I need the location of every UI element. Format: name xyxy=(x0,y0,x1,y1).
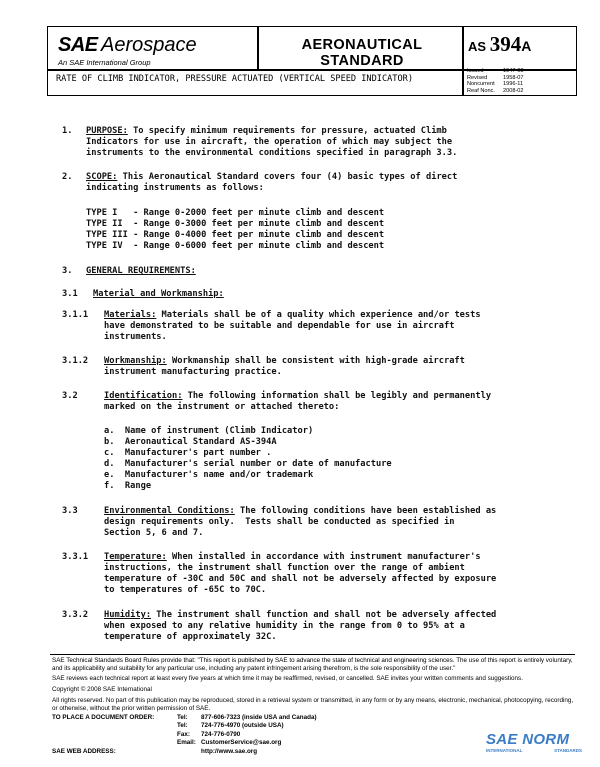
environmental-paragraph: Environmental Conditions: The following conditions have been established as design requirements only. Tests shall be conducted as specified in Section 5, 6 and 7. xyxy=(104,506,497,538)
list-item: TYPE III - Range 0-4000 feet per minute climb and descent xyxy=(86,230,385,240)
list-item: c. Manufacturer's part number . xyxy=(104,448,272,458)
fax: 724-776-0790 xyxy=(201,730,241,738)
list-item: d. Manufacturer's serial number or date of manufacture xyxy=(104,459,392,469)
section-heading: GENERAL REQUIREMENTS: xyxy=(86,266,196,276)
list-item: TYPE IV - Range 0-6000 feet per minute climb and descent xyxy=(86,241,385,251)
purpose-paragraph: PURPOSE: To specify minimum requirements for pressure, actuated Climb Indicators for use in aircraft, the operation of which may subject the instruments to the environmental conditions specified in paragraph 3.3. xyxy=(86,126,458,158)
logo-subtitle: An SAE International Group xyxy=(58,58,151,67)
footer-rules-text: SAE Technical Standards Board Rules provide that: "This report is published by SAE to advance the state of technical and engineering sciences. The use of this report is entirely voluntary, and its applicability and suitability for any particular use, including any patent infringement arising therefrom, is the sole responsibility of the user." xyxy=(52,657,573,672)
section-heading: Material and Workmanship: xyxy=(93,289,224,299)
temperature-paragraph: Temperature: When installed in accordance with instrument manufacturer's instructions, the instrument shall function over the range of ambient temperature of -30C and 50C and shall not be adversely affected by exposure to temperatures of -65C to 70C. xyxy=(104,552,497,595)
section-number: 3.3.2 xyxy=(62,610,89,620)
section-number: 1. xyxy=(62,126,73,136)
standard-title: AERONAUTICAL STANDARD xyxy=(301,37,423,69)
list-item: a. Name of instrument (Climb Indicator) xyxy=(104,426,314,436)
contact-values xyxy=(201,714,317,756)
type-list xyxy=(86,208,384,252)
date-revised: Revised 1958-07 xyxy=(467,74,524,81)
scope-paragraph: SCOPE: This Aeronautical Standard covers four (4) basic types of direct indicating instruments as follows: xyxy=(86,172,458,193)
section-number: 3.3 xyxy=(62,506,78,516)
list-item: TYPE I - Range 0-2000 feet per minute climb and descent xyxy=(86,208,385,218)
footer-rule xyxy=(50,654,575,655)
contact-labels: Tel: Tel: Fax: Email: xyxy=(177,714,196,747)
order-label: TO PLACE A DOCUMENT ORDER: xyxy=(52,714,155,721)
sae-logo: SAE xyxy=(58,34,98,56)
date-reaffirmed: Reaf Nonc. 2008-02 xyxy=(467,87,524,94)
aerospace-logo-text: Aerospace xyxy=(101,34,197,56)
footer-copyright: Copyright © 2008 SAE International xyxy=(52,686,152,693)
identification-paragraph: Identification: The following information shall be legibly and permanently marked on the instrument or attached thereto: xyxy=(104,391,492,412)
phone-intl: 724-776-4970 (outside USA) xyxy=(201,722,284,730)
section-number: 3.1.1 xyxy=(62,310,89,320)
section-number: 3.2 xyxy=(62,391,78,401)
document-title: RATE OF CLIMB INDICATOR, PRESSURE ACTUATED (VERTICAL SPEED INDICATOR) xyxy=(56,74,413,84)
identification-list xyxy=(104,426,392,492)
document-dates xyxy=(467,68,524,94)
header-divider xyxy=(462,26,464,96)
list-item: e. Manufacturer's name and/or trademark xyxy=(104,470,314,480)
humidity-paragraph: Humidity: The instrument shall function and shall not be adversely affected when exposed to any relative humidity in the range from 0 to 95% at a temperature of approximately 32C. xyxy=(104,610,497,642)
section-number: 3. xyxy=(62,266,73,276)
sae-norm-logo: SAE NORM INTERNATIONAL STANDARDS xyxy=(486,731,582,753)
list-item: f. Range xyxy=(104,481,152,491)
list-item: TYPE II - Range 0-3000 feet per minute climb and descent xyxy=(86,219,385,229)
footer-review-text: SAE reviews each technical report at least every five years at which time it may be reaffirmed, revised, or cancelled. SAE invites your written comments and suggestions. xyxy=(52,675,523,682)
workmanship-paragraph: Workmanship: Workmanship shall be consistent with high-grade aircraft instrument manufacturing practice. xyxy=(104,356,465,377)
section-number: 3.1 xyxy=(62,289,78,299)
email-link[interactable]: CustomerService@sae.org xyxy=(201,739,282,747)
date-issued: Issued 1947-08 xyxy=(467,68,524,74)
header-divider xyxy=(257,26,259,70)
list-item: b. Aeronautical Standard AS-394A xyxy=(104,437,277,447)
phone-usa: 877-606-7323 (inside USA and Canada) xyxy=(201,714,317,721)
section-number: 3.1.2 xyxy=(62,356,89,366)
standard-number: AS 394A xyxy=(468,32,532,56)
section-number: 2. xyxy=(62,172,73,182)
web-link[interactable]: http://www.sae.org xyxy=(201,747,258,755)
materials-paragraph: Materials: Materials shall be of a quality which experience and/or tests have demonstrated to be suitable and dependable for use in aircraft instruments. xyxy=(104,310,481,342)
section-number: 3.3.1 xyxy=(62,552,89,562)
date-noncurrent: Noncurrent 1996-11 xyxy=(467,81,524,88)
footer-rights-text: All rights reserved. No part of this publication may be reproduced, stored in a retrieval system or transmitted, in any form or by any means, electronic, mechanical, photocopying, recording, or otherwise, without the prior written permission of SAE. xyxy=(52,697,574,712)
web-label: SAE WEB ADDRESS: xyxy=(52,748,116,755)
